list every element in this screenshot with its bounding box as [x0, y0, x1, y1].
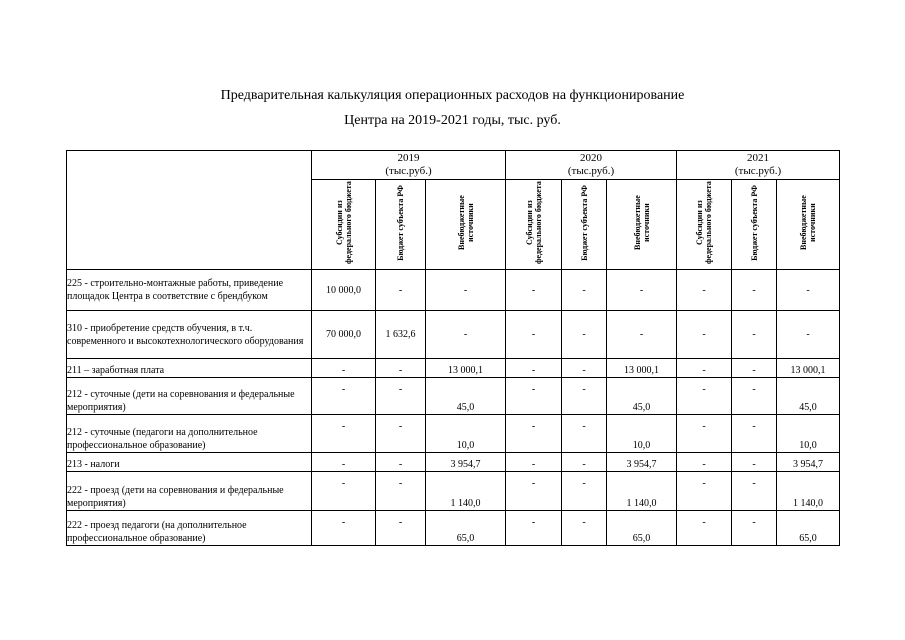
- value-cell: -: [677, 415, 732, 453]
- value-cell: 10,0: [607, 415, 677, 453]
- value-cell: 45,0: [426, 378, 506, 415]
- value-cell: -: [562, 415, 607, 453]
- document-title-line2: Центра на 2019-2021 годы, тыс. руб.: [344, 113, 561, 128]
- value-cell: -: [506, 511, 562, 546]
- value-cell: -: [677, 511, 732, 546]
- value-cell: -: [562, 472, 607, 511]
- row-label: 211 – заработная плата: [67, 359, 312, 378]
- value-cell: -: [677, 359, 732, 378]
- value-cell: -: [732, 511, 777, 546]
- value-cell: -: [376, 378, 426, 415]
- value-cell: -: [562, 311, 607, 359]
- value-cell: -: [732, 453, 777, 472]
- value-cell: 1 140,0: [426, 472, 506, 511]
- value-cell: 65,0: [607, 511, 677, 546]
- value-cell: -: [312, 415, 376, 453]
- year-unit: (тыс.руб.): [734, 165, 782, 177]
- value-cell: 1 140,0: [777, 472, 840, 511]
- value-cell: -: [677, 378, 732, 415]
- value-cell: -: [506, 415, 562, 453]
- value-cell: -: [426, 270, 506, 311]
- value-cell: -: [677, 453, 732, 472]
- value-cell: -: [376, 415, 426, 453]
- col-header-extrabudget: Внебюджетные источники: [777, 180, 840, 270]
- value-cell: 13 000,1: [607, 359, 677, 378]
- row-label: 222 - проезд (дети на соревнования и федеральные мероприятия): [67, 472, 312, 511]
- value-cell: 10,0: [777, 415, 840, 453]
- year-header-row: [67, 151, 840, 180]
- col-header-federal: Субсидии из федерального бюджета: [677, 180, 732, 270]
- value-cell: 10,0: [426, 415, 506, 453]
- value-cell: 3 954,7: [426, 453, 506, 472]
- value-cell: -: [312, 472, 376, 511]
- row-label: 212 - суточные (педагоги на дополнительное профессиональное образование): [67, 415, 312, 453]
- value-cell: 10 000,0: [312, 270, 376, 311]
- col-header-federal: Субсидии из федерального бюджета: [506, 180, 562, 270]
- value-cell: -: [562, 511, 607, 546]
- value-cell: 13 000,1: [426, 359, 506, 378]
- value-cell: -: [506, 311, 562, 359]
- row-label: 310 - приобретение средств обучения, в т.ч. современного и высокотехнологического оборудования: [67, 311, 312, 359]
- col-header-federal: Субсидии из федерального бюджета: [312, 180, 376, 270]
- row-label: 213 - налоги: [67, 453, 312, 472]
- row-label: 222 - проезд педагоги (на дополнительное профессиональное образование): [67, 511, 312, 546]
- value-cell: -: [777, 311, 840, 359]
- value-cell: -: [732, 378, 777, 415]
- table-row: [67, 311, 840, 359]
- table-row: [67, 415, 840, 453]
- value-cell: 45,0: [777, 378, 840, 415]
- table-row: [67, 453, 840, 472]
- value-cell: -: [562, 270, 607, 311]
- value-cell: -: [607, 270, 677, 311]
- value-cell: -: [677, 270, 732, 311]
- value-cell: -: [777, 270, 840, 311]
- col-header-extrabudget: Внебюджетные источники: [607, 180, 677, 270]
- row-label: 212 - суточные (дети на соревнования и федеральные мероприятия): [67, 378, 312, 415]
- value-cell: -: [506, 270, 562, 311]
- value-cell: -: [732, 359, 777, 378]
- value-cell: -: [732, 311, 777, 359]
- value-cell: -: [312, 511, 376, 546]
- value-cell: -: [376, 511, 426, 546]
- value-cell: -: [312, 359, 376, 378]
- year-label: 2019: [397, 152, 420, 164]
- table-row: [67, 511, 840, 546]
- value-cell: -: [732, 270, 777, 311]
- value-cell: -: [732, 415, 777, 453]
- row-label: 225 - строительно-монтажные работы, приведение площадок Центра в соответствие с брендбуком: [67, 270, 312, 311]
- value-cell: -: [426, 311, 506, 359]
- value-cell: -: [376, 270, 426, 311]
- value-cell: -: [376, 472, 426, 511]
- table-row: [67, 472, 840, 511]
- year-header-2021: [677, 151, 840, 180]
- year-unit: (тыс.руб.): [385, 165, 432, 177]
- table-row: [67, 270, 840, 311]
- value-cell: 65,0: [777, 511, 840, 546]
- value-cell: -: [732, 472, 777, 511]
- year-label: 2021: [747, 152, 769, 164]
- value-cell: 1 632,6: [376, 311, 426, 359]
- header-label-cell: [67, 151, 312, 270]
- value-cell: 65,0: [426, 511, 506, 546]
- value-cell: 3 954,7: [777, 453, 840, 472]
- col-header-extrabudget: Внебюджетные источники: [426, 180, 506, 270]
- value-cell: 70 000,0: [312, 311, 376, 359]
- value-cell: -: [312, 378, 376, 415]
- value-cell: -: [677, 311, 732, 359]
- value-cell: 3 954,7: [607, 453, 677, 472]
- col-header-regional: Бюджет субъекта РФ: [376, 180, 426, 270]
- document-title-line1: Предварительная калькуляция операционных расходов на функционирование: [220, 88, 685, 103]
- value-cell: -: [506, 472, 562, 511]
- year-unit: (тыс.руб.): [567, 165, 615, 177]
- value-cell: -: [506, 359, 562, 378]
- col-header-regional: Бюджет субъекта РФ: [732, 180, 777, 270]
- value-cell: 1 140,0: [607, 472, 677, 511]
- table-row: [67, 378, 840, 415]
- value-cell: -: [562, 359, 607, 378]
- value-cell: 45,0: [607, 378, 677, 415]
- value-cell: -: [506, 453, 562, 472]
- expense-table: [66, 150, 840, 546]
- value-cell: -: [562, 378, 607, 415]
- table-row: [67, 359, 840, 378]
- value-cell: -: [562, 453, 607, 472]
- year-header-2019: [312, 151, 506, 180]
- col-header-regional: Бюджет субъекта РФ: [562, 180, 607, 270]
- value-cell: -: [376, 453, 426, 472]
- value-cell: -: [506, 378, 562, 415]
- year-header-2020: [506, 151, 677, 180]
- year-label: 2020: [580, 152, 602, 164]
- value-cell: -: [677, 472, 732, 511]
- value-cell: -: [312, 453, 376, 472]
- value-cell: -: [376, 359, 426, 378]
- value-cell: -: [607, 311, 677, 359]
- value-cell: 13 000,1: [777, 359, 840, 378]
